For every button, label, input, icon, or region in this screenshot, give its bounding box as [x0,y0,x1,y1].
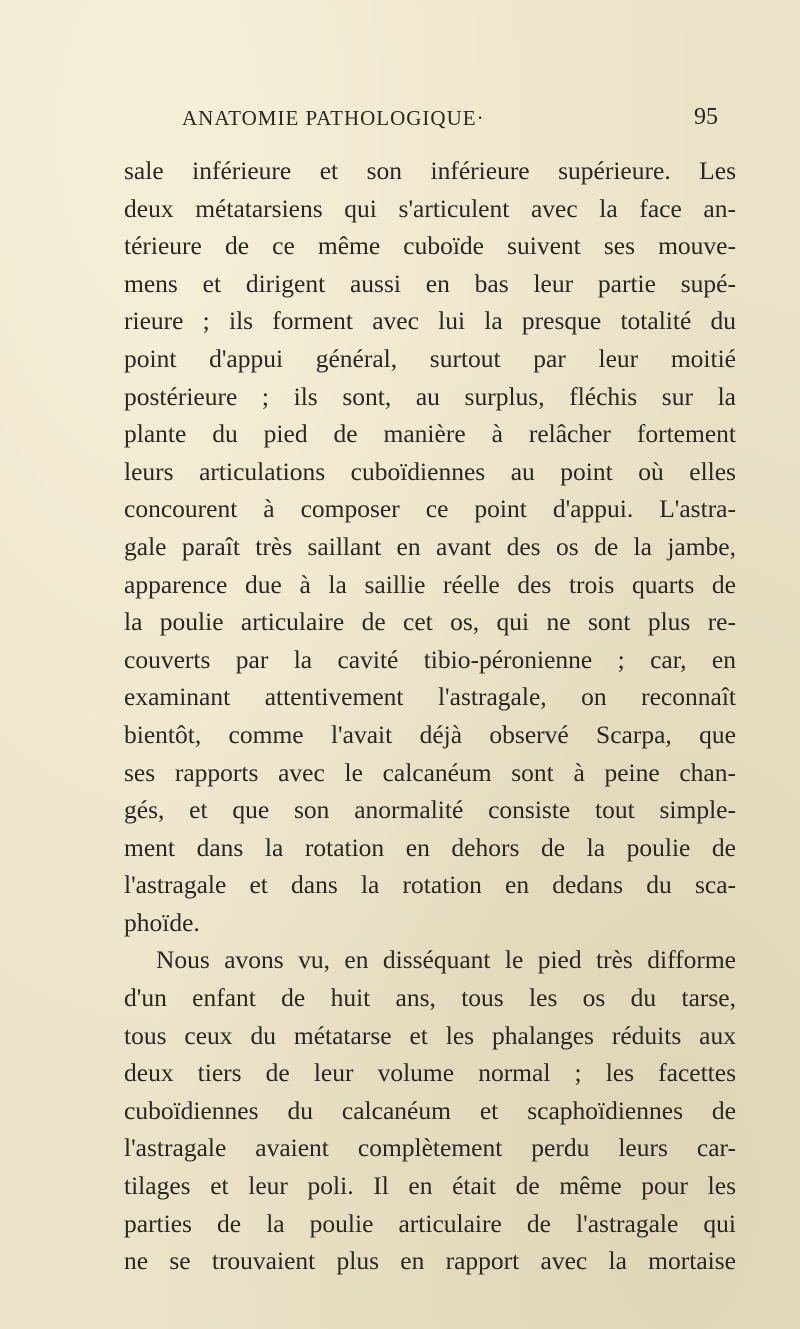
text-line: bientôt, comme l'avait déjà observé Scarpa, que [124,719,736,749]
text-line: phoïde. [124,907,200,937]
page-number: 95 [694,104,718,130]
text-line: postérieure ; ils sont, au surplus, fléchis sur la [124,381,736,411]
text-line: concourent à composer ce point d'appui. L'astra- [124,494,736,524]
text-line: point d'appui général, surtout par leur moitié [124,343,736,373]
text-line: l'astragale et dans la rotation en dedans du sca- [124,870,736,900]
text-line: l'astragale avaient complètement perdu leurs car- [124,1133,736,1163]
text-line: plante du pied de manière à relâcher fortement [124,419,736,449]
text-line: couverts par la cavité tibio-péronienne ; car, en [124,644,736,674]
paragraph [124,152,736,941]
body-text [124,152,736,1280]
text-line: cuboïdiennes du calcanéum et scaphoïdiennes de [124,1095,736,1125]
text-line: ne se trouvaient plus en rapport avec la mortaise [124,1246,736,1276]
text-line: gale paraît très saillant en avant des os de la jambe, [124,531,736,561]
text-line: parties de la poulie articulaire de l'astragale qui [124,1208,736,1238]
text-line: ses rapports avec le calcanéum sont à peine chan- [124,757,736,787]
text-line: leurs articulations cuboïdiennes au point où elles [124,456,736,486]
text-line: Nous avons vu, en disséquant le pied très difforme [156,945,736,975]
text-line: sale inférieure et son inférieure supérieure. Les [124,156,736,185]
text-line: rieure ; ils forment avec lui la presque totalité du [124,306,736,336]
text-line: gés, et que son anormalité consiste tout simple- [124,795,736,825]
running-title: ANATOMIE PATHOLOGIQUE· [182,106,485,130]
text-line: d'un enfant de huit ans, tous les os du tarse, [124,983,736,1013]
text-line: la poulie articulaire de cet os, qui ne sont plus re- [124,607,736,637]
text-line: ment dans la rotation en dehors de la poulie de [124,832,736,862]
paragraph [124,941,736,1279]
running-head [118,104,718,136]
text-line: tilages et leur poli. Il en était de même pour les [124,1171,736,1201]
text-line: apparence due à la saillie réelle des trois quarts de [124,569,736,599]
text-line: térieure de ce même cuboïde suivent ses mouve- [124,231,736,261]
text-line: examinant attentivement l'astragale, on reconnaît [124,682,736,712]
text-line: deux tiers de leur volume normal ; les facettes [124,1058,736,1088]
text-line: tous ceux du métatarse et les phalanges réduits aux [124,1020,736,1050]
text-line: deux métatarsiens qui s'articulent avec la face an- [124,193,736,223]
text-line: mens et dirigent aussi en bas leur partie supé- [124,268,736,298]
